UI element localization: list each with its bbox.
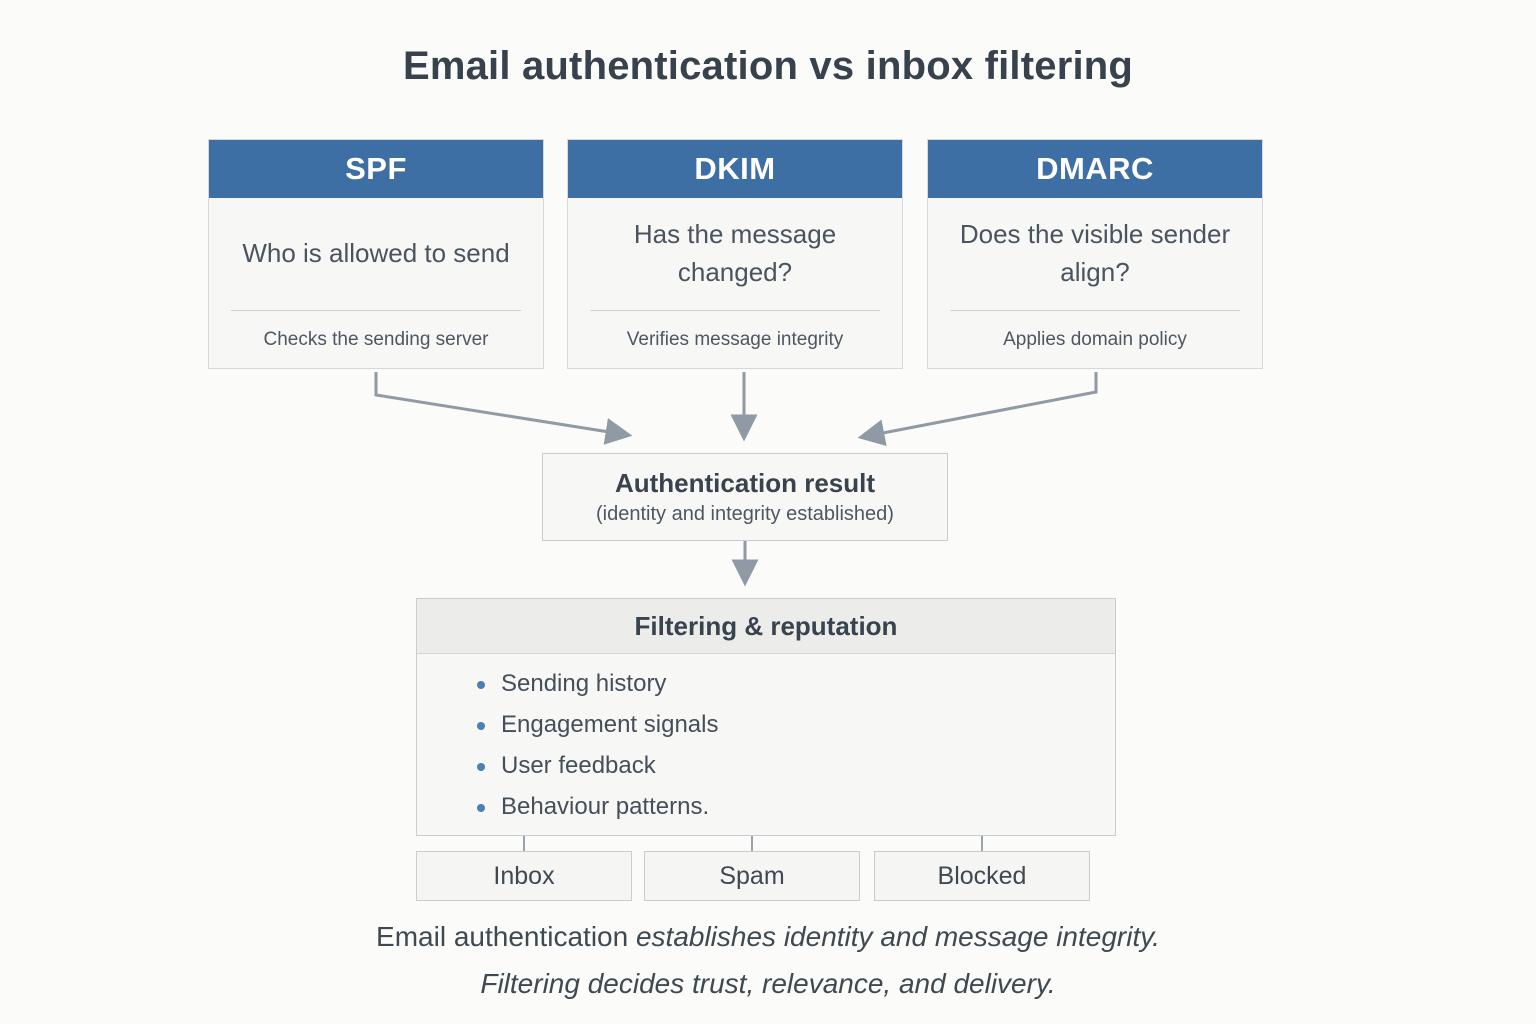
authentication-result-title: Authentication result [614, 468, 875, 498]
bullet-icon [477, 722, 485, 730]
page-title: Email authentication vs inbox filtering [402, 44, 1134, 88]
filtering-title: Filtering & reputation [417, 599, 1115, 654]
outcome-box-inbox [416, 851, 632, 901]
footer-line-2-emphasis: Filtering decides trust, relevance, and delivery. [480, 968, 1056, 999]
pillar-question-spf: Who is allowed to send [242, 238, 510, 269]
pillar-card-dkim [567, 139, 903, 369]
list-item-label: Sending history [501, 670, 667, 697]
list-item-label: Behaviour patterns. [501, 793, 710, 820]
list-item-label: User feedback [501, 752, 656, 779]
outcome-box-spam [644, 851, 860, 901]
bullet-icon [477, 681, 485, 689]
pillar-question-dkim: Has the message changed? [633, 219, 837, 287]
bullet-icon [477, 804, 485, 812]
footer-line-1 [0, 921, 1536, 953]
outcome-box-blocked [874, 851, 1090, 901]
filtering-list [417, 654, 1115, 819]
pillar-title-spf: SPF [209, 140, 543, 198]
pillar-title-dmarc: DMARC [928, 140, 1262, 198]
footer-line-2 [0, 968, 1536, 1000]
footer-line-1-emphasis: establishes identity and message integrity. [635, 921, 1160, 952]
list-item [477, 795, 1115, 819]
list-item [477, 754, 1115, 778]
list-item [477, 672, 1115, 696]
pillar-detail-spf: Checks the sending server [263, 328, 489, 350]
arrow-dmarc-to-auth [862, 372, 1096, 437]
authentication-result-box [542, 453, 948, 541]
outcome-label: Spam [719, 861, 785, 890]
bullet-icon [477, 763, 485, 771]
outcome-label: Blocked [937, 861, 1027, 890]
pillar-card-spf [208, 139, 544, 369]
arrow-spf-to-auth [376, 372, 628, 435]
pillar-detail-dkim: Verifies message integrity [626, 328, 844, 350]
footer-line-1-plain: Email authentication [376, 921, 636, 952]
pillar-card-dmarc [927, 139, 1263, 369]
pillar-detail-dmarc: Applies domain policy [1003, 328, 1187, 350]
list-item [477, 713, 1115, 737]
authentication-result-subtitle: (identity and integrity established) [596, 503, 894, 525]
outcome-label: Inbox [493, 861, 555, 890]
list-item-label: Engagement signals [501, 711, 719, 738]
filtering-reputation-box [416, 598, 1116, 836]
pillar-question-dmarc: Does the visible sender align? [959, 219, 1231, 287]
pillar-title-dkim: DKIM [568, 140, 902, 198]
